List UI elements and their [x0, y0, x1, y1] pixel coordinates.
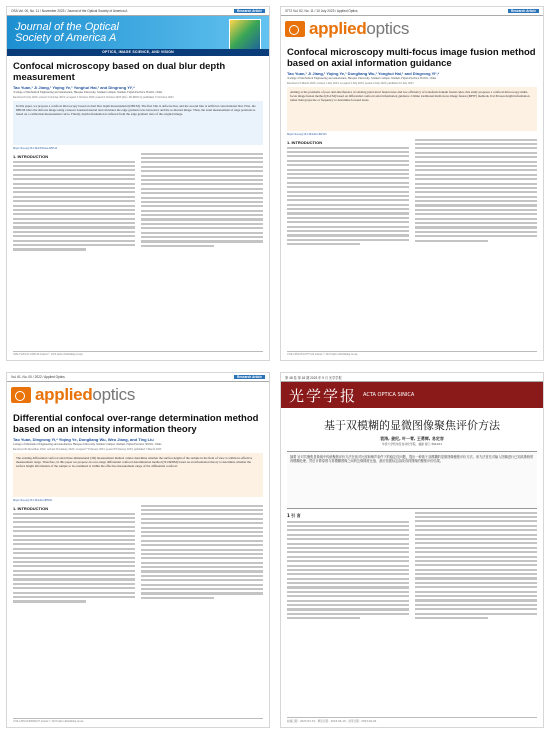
column-left	[287, 512, 409, 622]
journal-banner	[281, 382, 543, 408]
author-list: Tao Yuan, Dingrong Yi,* Yiqing Ye, Dongliang Wu, Weo Jiang, and Ting Liu	[13, 437, 154, 442]
running-header	[281, 7, 543, 16]
header-left: 3772 Vol. 62, No. 11 / 10 July 2023 / Applied Optics	[285, 9, 358, 13]
abstract-box: In this paper, we propose a confocal microscopy based on dual blur depth measurement (DBCM). The first blur is defocus blur, and the second blur is artificial convolutional blur. First, the DBCM blurs the defocus image using a known Gaussian kernel and calculates the edge gradient ratio between it and the re-blurred image. Then, the axial measurement of edge positions is based on a calibration measurement curve. Finally, depth information is inferred from the edge gradient ratio of the original image.	[13, 101, 263, 145]
paper-page-4[interactable]	[280, 372, 544, 728]
running-header	[7, 7, 269, 16]
journal-brand	[281, 16, 543, 42]
journal-banner	[7, 16, 269, 56]
author-list: Tao Yuan,¹ Ji Jiang,¹ Yiqing Ye,¹ Dongliang Wu,¹ Yonghui Hai,¹ and Dingrong Yi¹,*	[287, 71, 440, 76]
page-footer: 收稿日期：2023-03-15；修回日期：2023-04-10；录用日期：2023-04-20	[287, 717, 537, 723]
article-type-badge: Research Article	[234, 9, 265, 13]
section-heading: 1 引 言	[287, 512, 301, 518]
affiliations: ¹College of Mechanical Engineering and Automation, Huaqiao University, Xiamen Campus, Xiamen, Fujian Province 361021, China	[287, 77, 437, 80]
paper-title: Differential confocal over-range determination method based on an intensity information theory	[13, 413, 259, 435]
journal-logo-icon	[11, 387, 31, 403]
author-list: 袁涛, 姜纪, 叶一青, 王勇辉, 易定容	[380, 436, 444, 441]
header-left: 第 48 卷 第 18 期 2023 年 9 月 光学学报	[285, 375, 342, 380]
doi-link[interactable]: https://doi.org/10.1364/JOSAA.499512	[13, 146, 58, 150]
publication-dates: Received 26 December 2022; revised 26 January 2023; accepted 7 February 2023; posted 8 February 2023; published 7 March 2023	[13, 447, 162, 451]
section-heading: 1. INTRODUCTION	[13, 505, 49, 511]
article-type-badge: Research Article	[234, 375, 265, 379]
page-footer: 1084-7529/23/111000-06 Journal © 2023 Optica Publishing Group	[13, 351, 263, 356]
column-right	[141, 153, 263, 253]
header-left: Vol. 61, No. 00 / 2022 / Applied Optics	[11, 375, 65, 379]
abstract-box: The existing differential confocal axial three-dimensional (3D) measurement method cannot determine whether the surface height of the sample in the field of view is within its effective measurement range. Therefore, in this paper we propose an over-range differential confocal determination method (IT-ORDM) based on an information theory to determine whether the surface height information of the sample to be examined is within the effective measurement range of the differential confocal.	[13, 453, 263, 497]
affiliations: ¹College of Mechanical Engineering and Automation, Huaqiao University, Xiamen Campus, Xiamen, Fujian Province 361021, China	[13, 91, 163, 94]
journal-name-en: ACTA OPTICA SINICA	[363, 392, 415, 398]
journal-name: appliedoptics	[309, 19, 410, 38]
doi-link[interactable]: https://doi.org/10.1364/AO.492345	[287, 132, 327, 136]
affiliations: College of Mechanical Engineering and Automation, Huaqiao University, Xiamen Campus, Xiamen, Fujian Province 361021, China	[13, 443, 162, 446]
paper-title: Confocal microscopy multi-focus image fusion method based on axial information guidance	[287, 47, 536, 69]
paper-page-1[interactable]	[6, 6, 270, 361]
column-right	[415, 512, 537, 622]
running-header	[7, 373, 269, 382]
column-left	[13, 505, 135, 605]
body-columns	[287, 512, 537, 622]
publication-dates: Received 21 March 2023; revised 1 July 2023; accepted 3 July 2023; posted 4 July 2023; published 10 July 2023	[287, 81, 414, 85]
section-heading: 1. INTRODUCTION	[287, 139, 323, 145]
column-left	[13, 153, 135, 253]
affiliations: 华侨大学机电及自动化学院，福建 厦门 361021	[381, 442, 442, 446]
column-left	[287, 139, 409, 248]
author-list: Tao Yuan,¹ Ji Jiang,¹ Yiqing Ye,¹ Yonghui Hai,¹ and Dingrong Yi¹,*	[13, 85, 135, 90]
publication-dates: Received 6 July 2023; revised 3 October 2023; accepted 5 October 2023; posted 6 October 2023 (Doc. ID 499512); published 13 October 2023	[13, 95, 174, 99]
column-right	[141, 505, 263, 605]
journal-name-cn: 光学学报	[289, 386, 358, 405]
journal-brand	[7, 382, 269, 408]
journal-logo-icon	[285, 21, 305, 37]
paper-page-3[interactable]	[6, 372, 270, 728]
running-header	[281, 373, 543, 382]
doi-link[interactable]: https://doi.org/10.1364/AO.483621	[13, 498, 53, 502]
abstract-box: Aiming at the problems of poor anti-interference of existing pixel-level fusion rules and low efficiency of transform domain fusion rules, this study proposes a confocal microscopy multi-focus image fusion method (IGCM) based on differential confocal axial information guidance. Unlike traditional multi-focus image fusion (MFIF) methods, IGCM uses height information rather than grayscale or frequency to determine focused areas.	[287, 87, 537, 131]
page-footer: 1559-128X/23/203775-06 Journal © 2023 Optica Publishing Group	[287, 351, 537, 356]
journal-tagline: OPTICS, IMAGE SCIENCE, AND VISION	[7, 49, 269, 56]
abstract-box: 摘要 针对共聚焦显微镜中传统聚焦评价方法在低对比度和噪声条件下的稳定性问题，提出一种基于双模糊的显微图像聚焦评价方法。该方法首先对输入图像进行已知高斯核的再模糊处理，然后计算原图与再模糊图像之间的边缘梯度比值，最后依据标定曲线得到图像的聚焦评价结果。	[287, 451, 537, 509]
body-columns	[287, 139, 537, 248]
paper-page-2[interactable]	[280, 6, 544, 361]
column-right	[415, 139, 537, 248]
body-columns	[13, 505, 263, 605]
body-columns	[13, 153, 263, 253]
page-footer: 1559-128X/23/000000-07 Journal © 2023 Optica Publishing Group	[13, 718, 263, 723]
paper-title: 基于双模糊的显微图像聚焦评价方法	[324, 419, 500, 432]
paper-title: Confocal microscopy based on dual blur depth measurement	[13, 61, 226, 83]
header-left: OSA Vol. 00, No. 11 / November 2023 / Journal of the Optical Society of America A	[11, 9, 128, 13]
journal-name: appliedoptics	[35, 385, 136, 404]
section-heading: 1. INTRODUCTION	[13, 153, 49, 159]
article-type-badge: Research Article	[508, 9, 539, 13]
journal-title: Journal of the Optical Society of America A	[15, 21, 119, 44]
